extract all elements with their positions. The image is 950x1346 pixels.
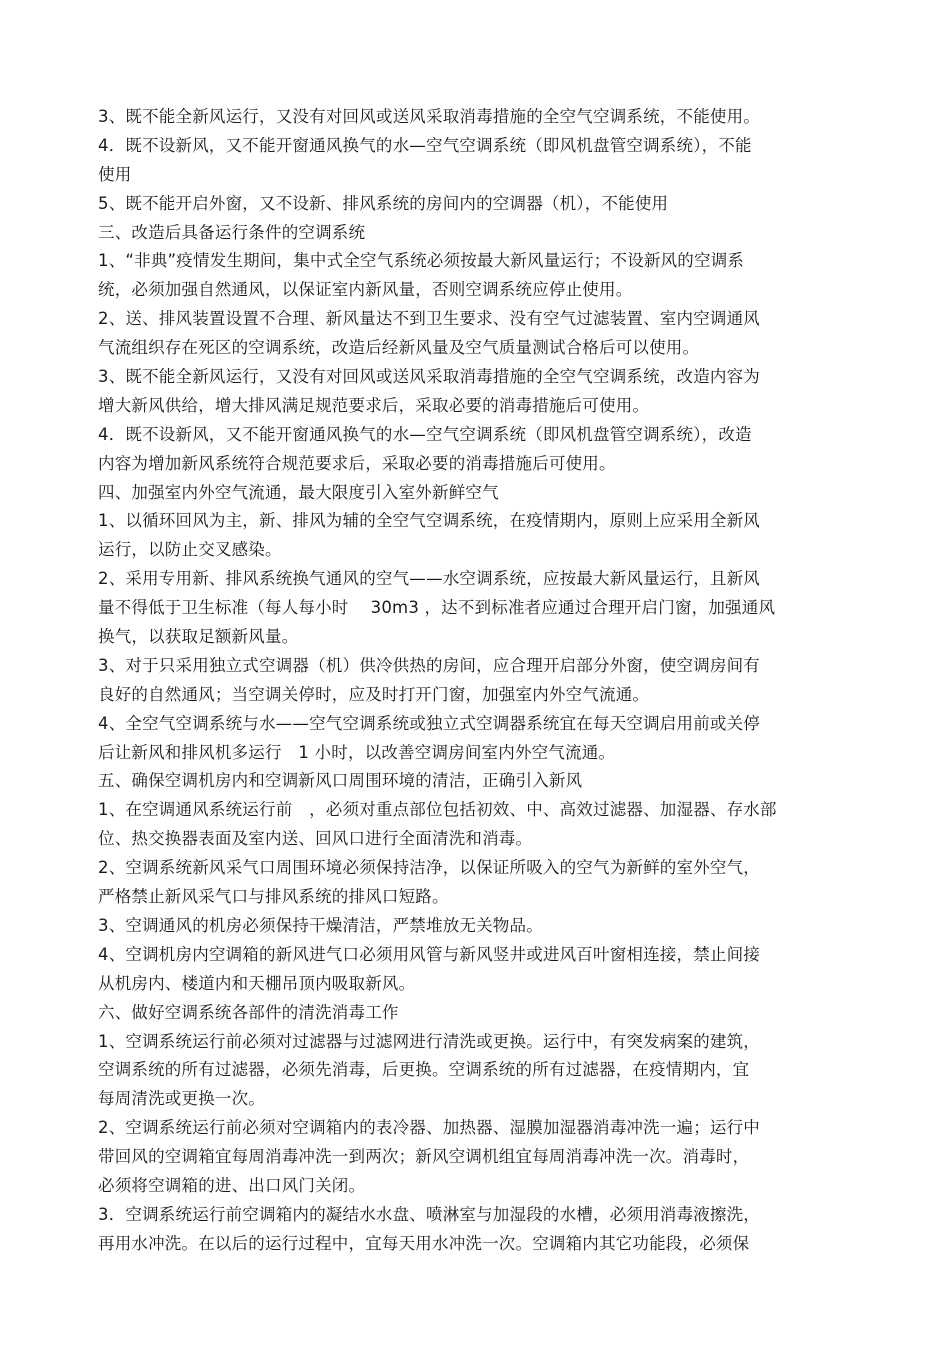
text-line: 位、热交换器表面及室内送、回风口进行全面清洗和消毒。 <box>98 829 533 849</box>
text-line: 5、既不能开启外窗，又不设新、排风系统的房间内的空调器（机），不能使用 <box>98 193 669 213</box>
text-line: 使用 <box>98 164 132 184</box>
text-line: 2、空调系统新风采气口周围环境必须保持洁净，以保证所吸入的空气为新鲜的室外空气， <box>98 858 760 878</box>
text-line: 后让新风和排风机多运行 1 小时，以改善空调房间室内外空气流通。 <box>98 742 616 762</box>
text-line: 空调系统的所有过滤器，必须先消毒，后更换。空调系统的所有过滤器，在疫情期内，宜 <box>98 1060 750 1080</box>
text-line: 3、既不能全新风运行，又没有对回风或送风采取消毒措施的全空气空调系统，不能使用。 <box>98 107 760 126</box>
text-line: 2、采用专用新、排风系统换气通风的空气——水空调系统，应按最大新风量运行，且新风 <box>98 569 760 589</box>
text-line: 量不得低于卫生标准（每人每小时 30m3 ，达不到标准者应通过合理开启门窗，加强通风 <box>98 598 776 618</box>
text-line: 3、既不能全新风运行，又没有对回风或送风采取消毒措施的全空气空调系统，改造内容为 <box>98 367 760 387</box>
text-line: 1、以循环回风为主，新、排风为辅的全空气空调系统，在疫情期内，原则上应采用全新风 <box>98 511 760 531</box>
text-line: 统，必须加强自然通风，以保证室内新风量，否则空调系统应停止使用。 <box>98 280 633 300</box>
text-line: 1、在空调通风系统运行前 ，必须对重点部位包括初效、中、高效过滤器、加湿器、存水部 <box>98 800 777 820</box>
text-line: 4．既不设新风，又不能开窗通风换气的水—空气空调系统（即风机盘管空调系统），改造 <box>98 424 752 444</box>
text-line: 带回风的空调箱宜每周消毒冲洗一到两次；新风空调机组宜每周消毒冲洗一次。消毒时， <box>98 1147 750 1167</box>
text-line: 从机房内、楼道内和天棚吊顶内吸取新风。 <box>98 973 416 993</box>
text-line: 换气，以获取足额新风量。 <box>98 627 299 647</box>
text-line: 1、“非典”疫情发生期间，集中式全空气系统必须按最大新风量运行；不设新风的空调系 <box>98 251 745 271</box>
text-line: 四、加强室内外空气流通，最大限度引入室外新鲜空气 <box>98 482 499 502</box>
text-line: 严格禁止新风采气口与排风系统的排风口短路。 <box>98 887 449 907</box>
text-line: 运行，以防止交叉感染。 <box>98 540 282 560</box>
text-line: 增大新风供给，增大排风满足规范要求后，采取必要的消毒措施后可使用。 <box>98 395 650 415</box>
text-line: 必须将空调箱的进、出口风门关闭。 <box>98 1175 366 1195</box>
text-line: 3．空调系统运行前空调箱内的凝结水水盘、喷淋室与加湿段的水槽，必须用消毒液擦洗， <box>98 1204 760 1224</box>
text-line: 3、对于只采用独立式空调器（机）供冷供热的房间，应合理开启部分外窗，使空调房间有 <box>98 655 760 675</box>
text-line: 内容为增加新风系统符合规范要求后，采取必要的消毒措施后可使用。 <box>98 453 616 473</box>
text-line: 4．既不设新风，又不能开窗通风换气的水—空气空调系统（即风机盘管空调系统），不能 <box>98 135 752 155</box>
text-line: 1、空调系统运行前必须对过滤器与过滤网进行清洗或更换。运行中，有突发病案的建筑， <box>98 1031 760 1051</box>
text-line: 3、空调通风的机房必须保持干燥清洁，严禁堆放无关物品。 <box>98 915 543 935</box>
text-line: 再用水冲洗。在以后的运行过程中，宜每天用水冲洗一次。空调箱内其它功能段，必须保 <box>98 1233 750 1253</box>
text-line: 六、做好空调系统各部件的清洗消毒工作 <box>98 1002 399 1022</box>
text-line: 三、改造后具备运行条件的空调系统 <box>98 222 366 242</box>
text-line: 4、空调机房内空调箱的新风进气口必须用风管与新风竖井或进风百叶窗相连接，禁止间接 <box>98 944 760 964</box>
text-line: 4、全空气空调系统与水——空气空调系统或独立式空调器系统宜在每天空调启用前或关停 <box>98 713 760 733</box>
text-line: 五、确保空调机房内和空调新风口周围环境的清洁，正确引入新风 <box>98 771 583 791</box>
text-line: 良好的自然通风；当空调关停时，应及时打开门窗，加强室内外空气流通。 <box>98 684 650 704</box>
text-line: 气流组织存在死区的空调系统，改造后经新风量及空气质量测试合格后可以使用。 <box>98 338 700 358</box>
text-line: 每周清洗或更换一次。 <box>98 1089 265 1109</box>
document-body <box>98 103 838 1259</box>
text-line: 2、空调系统运行前必须对空调箱内的表冷器、加热器、湿膜加湿器消毒冲洗一遍；运行中 <box>98 1118 760 1138</box>
text-line: 2、送、排风装置设置不合理、新风量达不到卫生要求、没有空气过滤装置、室内空调通风 <box>98 309 760 329</box>
